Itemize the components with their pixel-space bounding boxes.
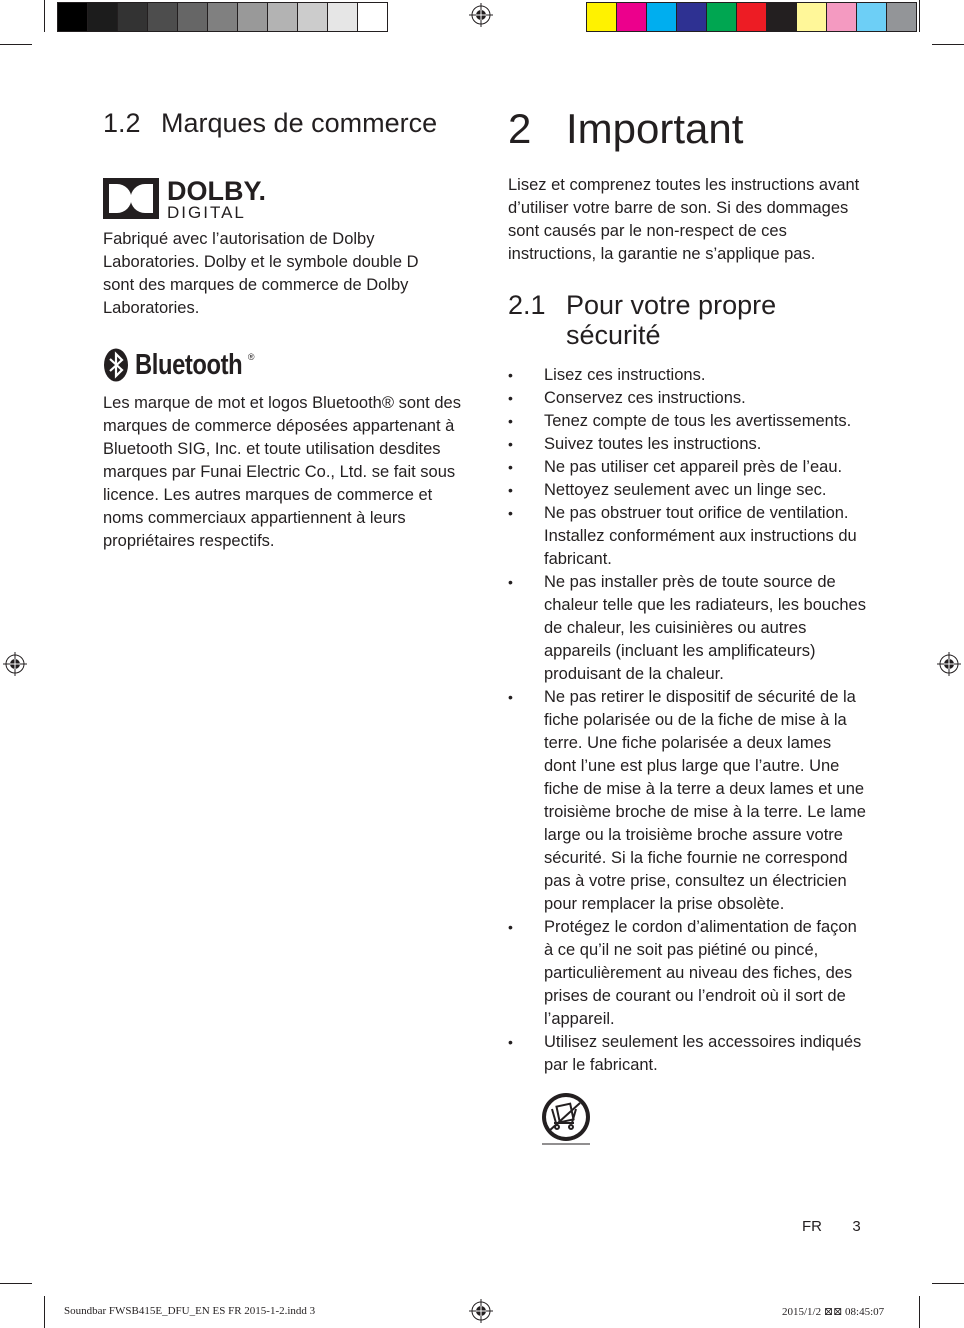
dolby-logo: [103, 178, 463, 220]
section-heading-trademarks: [103, 108, 463, 138]
bluetooth-icon: [103, 348, 129, 382]
page-footer: [802, 1218, 861, 1235]
registration-mark-icon: [469, 1299, 493, 1323]
slug-date: 2015/1/2 ⊠⊠ 08:45:07: [782, 1306, 885, 1318]
bluetooth-registered-mark: ®: [247, 352, 255, 362]
dolby-logo-sub: DIGITAL: [167, 203, 246, 222]
section-heading-safety: [508, 290, 866, 350]
language-code: FR: [802, 1218, 822, 1235]
gray-color-bar: [57, 2, 388, 32]
section-title-line2: sécurité: [566, 320, 661, 350]
list-item: • Protégez le cordon d’alimentation de façon à ce qu’il ne soit pas piétiné ou pincé, particulièrement au niveau des fiches, des prises de courant ou l’endroit où il sort de l’appareil.: [508, 916, 866, 1031]
intro-paragraph: Lisez et comprenez toutes les instructions avant d’utiliser votre barre de son. Si des dommages sont causés par le non-respect de ces instructions, la garantie ne s’applique pas.: [508, 176, 860, 263]
registration-mark-icon: [469, 3, 493, 27]
list-item: • Ne pas obstruer tout orifice de ventilation. Installez conformément aux instructions du fabricant.: [508, 502, 866, 571]
cart-tip-over-warning-icon: [538, 1091, 594, 1147]
chapter-number: 2: [508, 105, 532, 152]
list-item: • Utilisez seulement les accessoires indiqués par le fabricant.: [508, 1031, 866, 1077]
list-item: • Lisez ces instructions.: [508, 364, 866, 387]
safety-list: [508, 364, 866, 1077]
section-number: 1.2: [103, 108, 141, 138]
slug-file: Soundbar FWSB415E_DFU_EN ES FR 2015-1-2.indd 3: [64, 1305, 316, 1317]
chapter-heading: [508, 106, 866, 152]
list-item: • Ne pas retirer le dispositif de sécurité de la fiche polarisée ou de la fiche de mise à la terre. Une fiche polarisée a deux lames dont l’une est plus large que l’autre. Une fiche de mise à la terre a deux lames et une troisième broche de mise à la terre. Le lame large ou la troisième broche assure votre sécurité. Si la fiche fournie ne correspond pas à votre prise, consultez un électricien pour remplacer la prise obsolète.: [508, 686, 866, 916]
process-color-bar: [586, 2, 917, 32]
registration-mark-icon: [3, 652, 27, 676]
section-number: 2.1: [508, 290, 546, 320]
list-item: • Ne pas installer près de toute source de chaleur telle que les radiateurs, les bouches de chaleur, les cuisinières ou autres appareils (incluant les amplificateurs) produisant de la chaleur.: [508, 571, 866, 686]
right-column: [508, 106, 866, 1152]
section-title: Marques de commerce: [161, 108, 438, 138]
list-item: • Nettoyez seulement avec un linge sec.: [508, 479, 866, 502]
list-item: • Ne pas utiliser cet appareil près de l’eau.: [508, 456, 866, 479]
bluetooth-logo: [103, 347, 463, 383]
chapter-title: Important: [566, 105, 744, 152]
bluetooth-logo-word: Bluetooth: [135, 348, 243, 381]
left-column: [103, 108, 463, 553]
section-title-line1: Pour votre propre: [566, 290, 777, 320]
registration-mark-icon: [937, 652, 961, 676]
page-number: 3: [852, 1218, 861, 1235]
list-item: • Tenez compte de tous les avertissements.: [508, 410, 866, 433]
list-item: • Conservez ces instructions.: [508, 387, 866, 410]
dolby-logo-word: DOLBY.: [167, 176, 267, 206]
list-item: • Suivez toutes les instructions.: [508, 433, 866, 456]
dolby-paragraph: Fabriqué avec l’autorisation de Dolby Laboratories. Dolby et le symbole double D sont des marques de commerce de Dolby Laboratories.: [103, 230, 419, 317]
dolby-double-d-icon: [103, 178, 159, 219]
bluetooth-paragraph: Les marque de mot et logos Bluetooth® sont des marques de commerce déposées appartenant à Bluetooth SIG, Inc. et toute utilisation desdites marques par Funai Electric Co., Ltd. se fait sous licence. Les autres marques de commerce et noms commerciaux appartiennent à leurs propriétaires respectifs.: [103, 394, 461, 550]
